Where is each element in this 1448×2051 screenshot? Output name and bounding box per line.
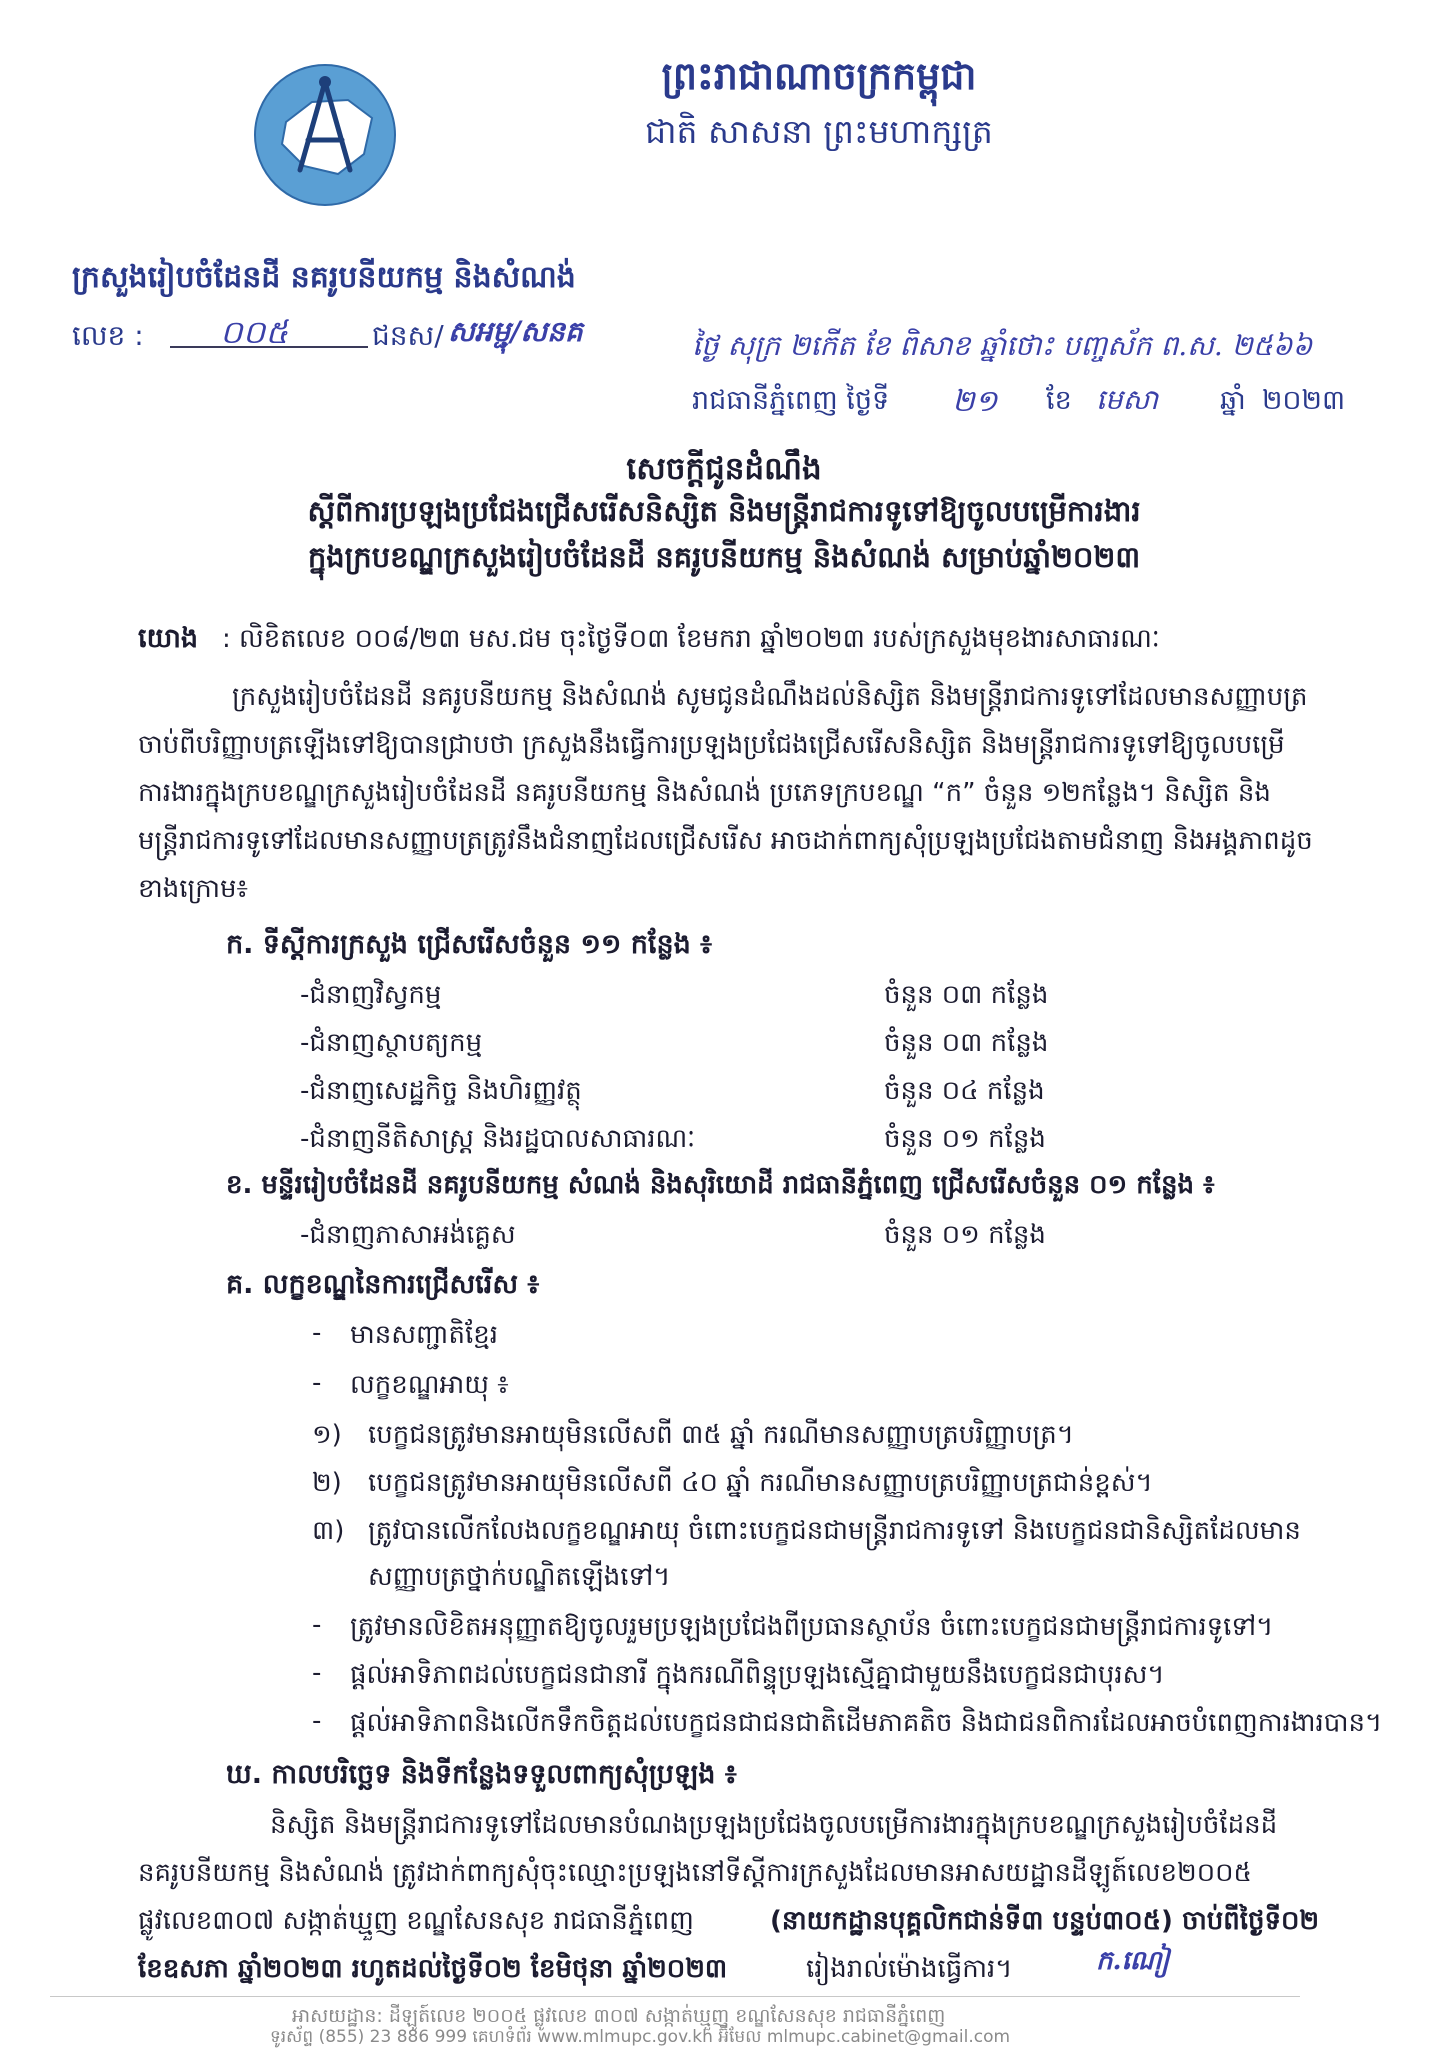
- skill-item: -ជំនាញភាសាអង់គ្លេស: [300, 1220, 516, 1250]
- submission-line: និស្សិត និងមន្ត្រីរាជការទូទៅដែលមានបំណងប្រឡងប្រជែងចូលបម្រើការងារក្នុងក្របខណ្ឌក្រសួងរៀបចំដែនដី: [270, 1810, 1278, 1840]
- bullet-dash: -: [312, 1368, 322, 1398]
- age-rule-text: បេក្ខជនត្រូវមានអាយុមិនលើសពី ៤០ ឆ្នាំ ករណីមានសញ្ញាបត្របរិញ្ញាបត្រជាន់ខ្ពស់។: [368, 1468, 1153, 1498]
- ministry-name: ក្រសួងរៀបចំដែនដី នគរូបនីយកម្ម និងសំណង់: [72, 260, 576, 295]
- national-motto: ជាតិ សាសនា ព្រះមហាក្សត្រ: [645, 112, 993, 151]
- skill-count: ចំនួន ០៣ កន្លែង: [884, 980, 1049, 1010]
- section-kha-heading: ខ. មន្ទីររៀបចំដែនដី នគរូបនីយកម្ម សំណង់ និងសុរិយោដី រាជធានីភ្នំពេញ ជ្រើសរើសចំនួន ០១ កន្លែង ៖: [226, 1170, 1215, 1200]
- ref-suffix-handwritten: សអម្ជុ/សនគ: [448, 315, 583, 348]
- intro-line: ខាងក្រោម៖: [138, 874, 248, 904]
- submission-office: (នាយកដ្ឋានបុគ្គលិកជាន់ទី៣ បន្ទប់៣០៥) ចាប់ពីថ្ងៃទី០២: [770, 1906, 1320, 1936]
- intro-line: ចាប់ពីបរិញ្ញាបត្រឡើងទៅឱ្យបានជ្រាបថា ក្រសួងនឹងធ្វើការប្រឡងប្រជែងជ្រើសរើសនិស្សិត និងមន្ត្រីរាជការទូទៅឱ្យចូលបម្រើ: [138, 730, 1285, 760]
- bullet-dash: -: [312, 1318, 322, 1348]
- age-rule-number: ១): [312, 1420, 342, 1450]
- submission-line: នគរូបនីយកម្ម និងសំណង់ ត្រូវដាក់ពាក្យសុំចុះឈ្មោះប្រឡងនៅទីស្តីការក្រសួងដែលមានអាសយដ្ឋានដីឡូត៍លេខ២០០៥: [138, 1858, 1252, 1888]
- ref-suffix: ជនស/: [372, 319, 444, 352]
- skill-count: ចំនួន ០៣ កន្លែង: [884, 1028, 1049, 1058]
- year-label: ឆ្នាំ: [1220, 385, 1246, 416]
- date-year: ២០២៣: [1262, 385, 1346, 416]
- intro-line: ក្រសួងរៀបចំដែនដី នគរូបនីយកម្ម និងសំណង់ សូមជូនដំណឹងដល់និស្សិត និងមន្ត្រីរាជការទូទៅដែលមានសញ្ញាបត្រ: [232, 682, 1308, 712]
- skill-item: -ជំនាញវិស្វកម្ម: [300, 980, 442, 1010]
- age-requirement-label: លក្ខខណ្ឌអាយុ ៖: [350, 1370, 509, 1400]
- bullet-dash: -: [312, 1610, 322, 1640]
- ref-number-handwritten: ០០៥: [220, 313, 288, 351]
- notice-subtitle-1: ស្តីពីការប្រឡងប្រជែងជ្រើសរើសនិស្សិត និងមន្ត្រីរាជការទូទៅឱ្យចូលបម្រើការងារ: [307, 494, 1141, 528]
- section-kho-heading: ឃ. កាលបរិច្ឆេទ និងទីកន្លែងទទួលពាក្យសុំប្រឡង ៖: [226, 1759, 737, 1790]
- ministry-logo: [252, 62, 398, 208]
- intro-line: មន្ត្រីរាជការទូទៅដែលមានសញ្ញាបត្រត្រូវនឹងជំនាញដែលជ្រើសរើស អាចដាក់ពាក្យសុំប្រឡងប្រជែងតាមជំនាញ និងអង្គភាពដូច: [138, 826, 1313, 856]
- age-rule-number: ៣): [312, 1516, 345, 1546]
- age-rule-text-continued: សញ្ញាបត្រថ្នាក់បណ្ឌិតឡើងទៅ។: [368, 1562, 671, 1592]
- submission-line: ផ្លូវលេខ៣០៧ សង្កាត់ឃ្មួញ ខណ្ឌសែនសុខ រាជធានីភ្នំពេញ: [138, 1906, 694, 1936]
- bullet-dash: -: [312, 1658, 322, 1688]
- requirement-bullet: ផ្តល់អាទិភាពនិងលើកទឹកចិត្តដល់បេក្ខជនជាជនជាតិដើមភាគតិច និងជាជនពិការដែលអាចបំពេញការងារបាន។: [350, 1708, 1383, 1738]
- section-ko-heading: គ. លក្ខខណ្ឌនៃការជ្រើសរើស ៖: [226, 1269, 540, 1300]
- bullet-dash: -: [312, 1706, 322, 1736]
- skill-item: -ជំនាញសេដ្ឋកិច្ច និងហិរញ្ញវត្ថុ: [300, 1076, 582, 1106]
- skill-item: -ជំនាញស្ថាបត្យកម្ម: [300, 1028, 483, 1058]
- reference-label: យោង: [138, 623, 198, 654]
- requirement-bullet: ត្រូវមានលិខិតអនុញ្ញាតឱ្យចូលរួមប្រឡងប្រជែងពីប្រធានស្ថាប័ន ចំពោះបេក្ខជនជាមន្ត្រីរាជការទូទៅ។: [350, 1612, 1274, 1642]
- notice-title: សេចក្តីជូនដំណឹង: [626, 451, 822, 487]
- handwritten-initials: ក.ណៀ: [1096, 1946, 1170, 1976]
- month-label: ខែ: [1046, 385, 1072, 416]
- submission-hours: រៀងរាល់ម៉ោងធ្វើការ។: [806, 1954, 1013, 1984]
- skill-count: ចំនួន ០១ កន្លែង: [884, 1124, 1046, 1154]
- date-month: មេសា: [1096, 383, 1159, 416]
- submission-period: ខែឧសភា ឆ្នាំ២០២៣ រហូតដល់ថ្ងៃទី០២ ខែមិថុនា ឆ្នាំ២០២៣: [138, 1954, 728, 1984]
- age-rule-number: ២): [312, 1468, 342, 1498]
- nationality-requirement: មានសញ្ជាតិខ្មែរ: [350, 1320, 499, 1350]
- kingdom-title: ព្រះរាជាណាចក្រកម្ពុជា: [661, 54, 977, 98]
- lunar-date: ថ្ងៃ សុក្រ ២កើត ខែ ពិសាខ ឆ្នាំថោះ បញ្ចស័ក ព.ស. ២៥៦៦: [692, 329, 1313, 362]
- age-rule-text: បេក្ខជនត្រូវមានអាយុមិនលើសពី ៣៥ ឆ្នាំ ករណីមានសញ្ញាបត្របរិញ្ញាបត្រ។: [368, 1420, 1074, 1450]
- footer-address: អាសយដ្ឋាន: ដីឡូត៍លេខ ២០០៥ ផ្លូវលេខ ៣០៧ សង្កាត់ឃ្មួញ ខណ្ឌសែនសុខ រាជធានីភ្នំពេញ: [292, 2005, 946, 2027]
- place-date-prefix: រាជធានីភ្នំពេញ ថ្ងៃទី: [692, 385, 890, 416]
- intro-line: ការងារក្នុងក្របខណ្ឌក្រសួងរៀបចំដែនដី នគរូបនីយកម្ម និងសំណង់ ប្រភេទក្របខណ្ឌ “ក” ចំនួន ១២កន្លែង។ និស្សិត និង: [138, 778, 1271, 808]
- reference-text: : លិខិតលេខ ០០៨/២៣ មស.ជម ចុះថ្ងៃទី០៣ ខែមករា ឆ្នាំ២០២៣ របស់ក្រសួងមុខងារសាធារណៈ: [222, 624, 1160, 654]
- ref-number-label: លេខ :: [72, 319, 144, 352]
- notice-subtitle-2: ក្នុងក្របខណ្ឌក្រសួងរៀបចំដែនដី នគរូបនីយកម្ម និងសំណង់ សម្រាប់ឆ្នាំ២០២៣: [307, 540, 1141, 574]
- skill-count: ចំនួន ០១ កន្លែង: [884, 1220, 1046, 1250]
- skill-count: ចំនួន ០៤ កន្លែង: [884, 1076, 1045, 1106]
- skill-item: -ជំនាញនីតិសាស្ត្រ និងរដ្ឋបាលសាធារណៈ: [300, 1124, 696, 1154]
- footer-contact: ទូរស័ព្ទ (855) 23 886 999 គេហទំព័រ www.mlmupc.gov.kh អ៊ីមែល mlmupc.cabinet@gmail.com: [270, 2027, 1011, 2047]
- requirement-bullet: ផ្តល់អាទិភាពដល់បេក្ខជនជានារី ក្នុងករណីពិន្ទុប្រឡងស្មើគ្នាជាមួយនឹងបេក្ខជនជាបុរស។: [350, 1660, 1165, 1690]
- age-rule-text: ត្រូវបានលើកលែងលក្ខខណ្ឌអាយុ ចំពោះបេក្ខជនជាមន្ត្រីរាជការទូទៅ និងបេក្ខជនជានិស្សិតដែលមាន: [368, 1516, 1301, 1546]
- section-ka-heading: ក. ទីស្តីការក្រសួង ជ្រើសរើសចំនួន ១១ កន្លែង ៖: [226, 929, 712, 960]
- footer-divider: [50, 1996, 1300, 1997]
- date-day: ២១: [952, 384, 998, 419]
